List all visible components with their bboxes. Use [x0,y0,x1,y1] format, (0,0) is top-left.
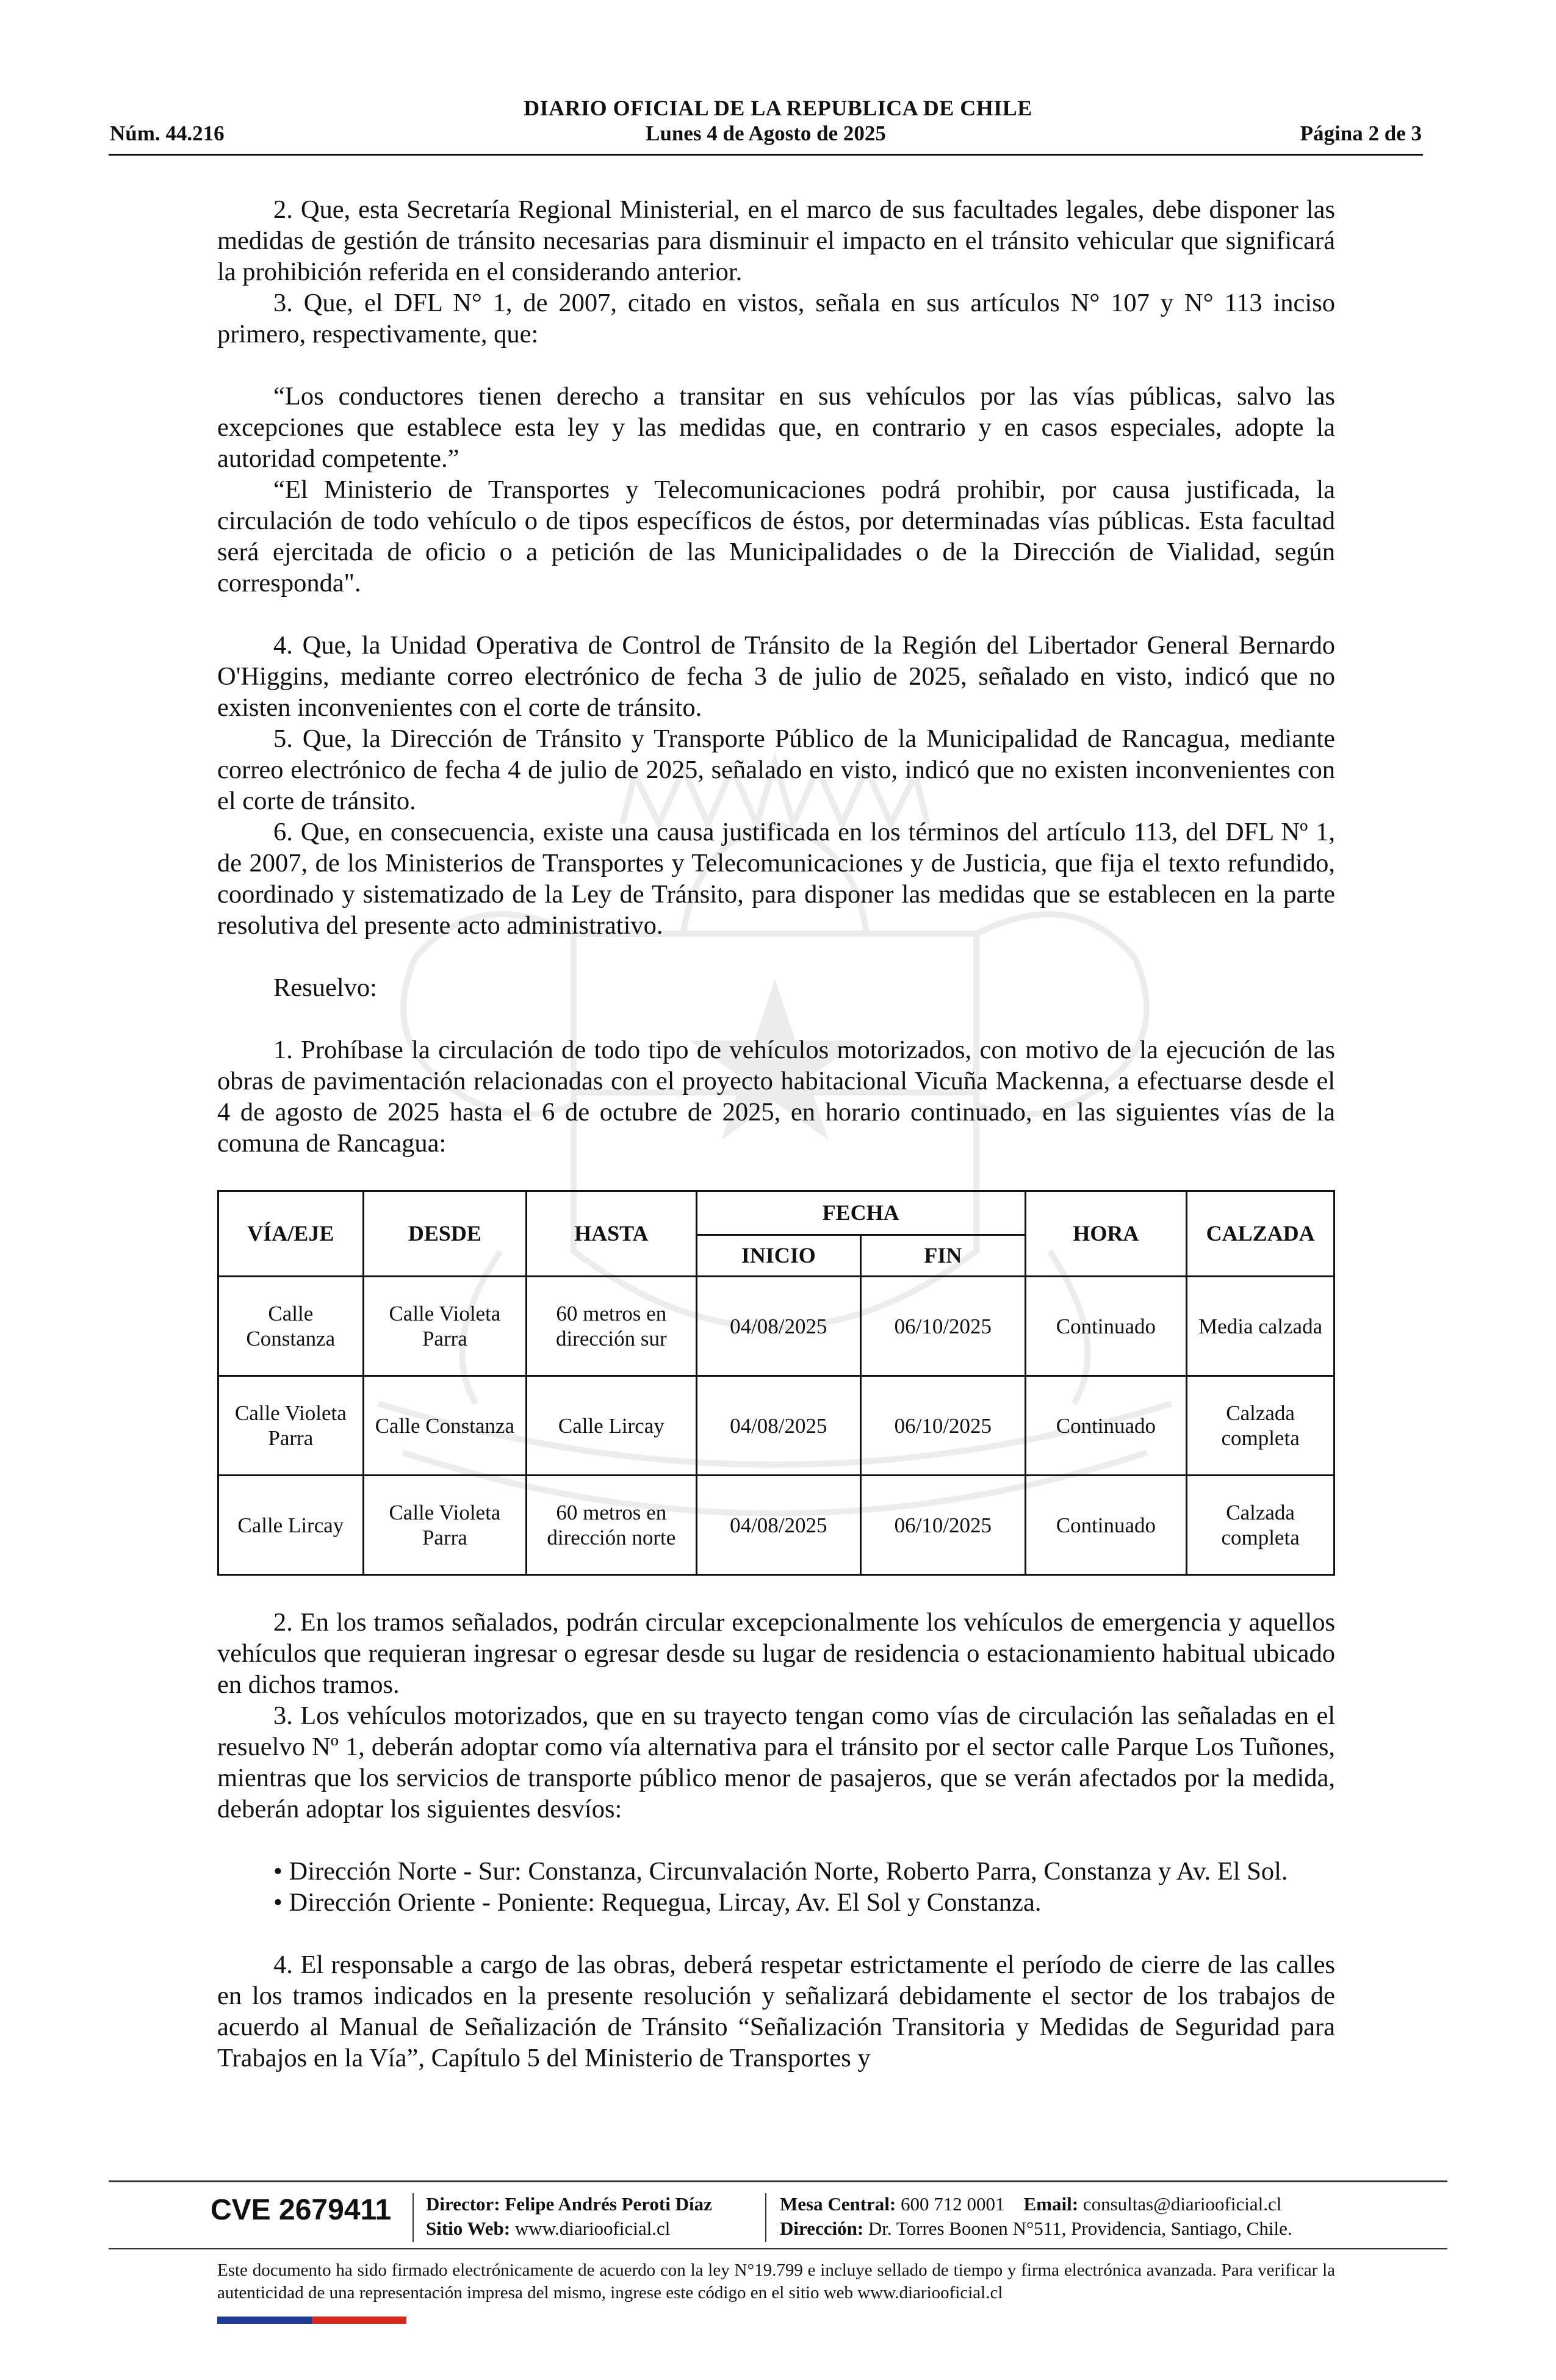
table-row [218,1376,1334,1476]
cell-desde: Calle Constanza [363,1376,527,1476]
header-fecha: FECHA [696,1191,1025,1235]
cell-inicio: 04/08/2025 [696,1376,861,1476]
cell-fin: 06/10/2025 [861,1376,1026,1476]
resolution-item: 2. En los tramos señalados, podrán circular excepcionalmente los vehículos de emergencia y aquellos vehículos que requieran ingresar o egresar desde su lugar de residencia o estacionamiento habitual ubicado en dichos tramos. [217,1608,1335,1699]
flag-blue-segment [217,2317,312,2324]
address-label: Dirección: [780,2218,864,2239]
cell-fin: 06/10/2025 [861,1476,1026,1575]
publication-title: DIARIO OFICIAL DE LA REPUBLICA DE CHILE [524,96,1032,120]
header-via: VÍA/EJE [218,1191,364,1277]
cell-calzada: Media calzada [1187,1277,1334,1376]
email-link[interactable]: consultas@diariooficial.cl [1082,2193,1282,2215]
header-hasta: HASTA [527,1191,696,1277]
web-link[interactable]: www.diariooficial.cl [514,2218,671,2239]
cell-hora: Continuado [1025,1277,1187,1376]
footer-director-block [426,2192,712,2241]
footer-divider-bottom [109,2248,1447,2249]
cell-hasta: 60 metros en dirección sur [527,1277,696,1376]
table-row [218,1476,1334,1575]
header-fin: FIN [861,1235,1026,1277]
resolution-item: 3. Los vehículos motorizados, que en su trayecto tengan como vías de circulación las señaladas en el resuelvo Nº 1, deberán adoptar como vía alternativa para el tránsito por el sector calle Parque Los Tuñones, mientras que los servicios de transporte público menor de pasajeros, que se verán afectados por la medida, deberán adoptar los siguientes desvíos: [217,1701,1335,1823]
cell-via: Calle Constanza [218,1277,364,1376]
table-row [218,1277,1334,1376]
director-name: Felipe Andrés Peroti Díaz [505,2193,712,2215]
cell-via: Calle Lircay [218,1476,364,1575]
paragraph: 2. Que, esta Secretaría Regional Ministerial, en el marco de sus facultades legales, debe disponer las medidas de gestión de tránsito necesarias para disminuir el impacto en el tránsito vehicular que significará la prohibición referida en el considerando anterior. [217,195,1335,286]
header-row [110,121,1422,150]
header-calzada: CALZADA [1187,1191,1334,1277]
resolution-item: 1. Prohíbase la circulación de todo tipo de vehículos motorizados, con motivo de la ejecución de las obras de pavimentación relacionadas con el proyecto habitacional Vicuña Mackenna, a efectuarse desde el 4 de agosto de 2025 hasta el 6 de octubre de 2025, en horario continuado, en las siguientes vías de la comuna de Rancagua: [217,1036,1335,1158]
paragraph: 5. Que, la Dirección de Tránsito y Transporte Público de la Municipalidad de Rancagua, mediante correo electrónico de fecha 4 de julio de 2025, señalado en visto, indicó que no existen inconvenientes con el corte de tránsito. [217,724,1335,815]
cve-code: CVE 2679411 [211,2194,392,2226]
resuelvo-heading: Resuelvo: [273,973,377,1002]
resolution-item: 4. El responsable a cargo de las obras, deberá respetar estrictamente el período de cierre de las calles en los tramos indicados en la presente resolución y señalizará debidamente el sector de los trabajos de acuerdo al Manual de Señalización de Tránsito “Señalización Transitoria y Medidas de Seguridad para Trabajos en la Vía”, Capítulo 5 del Ministerio de Transportes y [217,1950,1335,2072]
issue-date: Lunes 4 de Agosto de 2025 [646,121,886,145]
cell-hasta: Calle Lircay [527,1376,696,1476]
flag-red-segment [312,2317,406,2324]
paragraph: 3. Que, el DFL N° 1, de 2007, citado en vistos, señala en sus artículos N° 107 y N° 113 inciso primero, respectivamente, que: [217,289,1335,348]
page-number: Página 2 de 3 [1300,121,1422,145]
cell-hora: Continuado [1025,1476,1187,1575]
cell-hasta: 60 metros en dirección norte [527,1476,696,1575]
footer-separator [765,2193,766,2242]
cell-calzada: Calzada completa [1187,1476,1334,1575]
cell-calzada: Calzada completa [1187,1376,1334,1476]
paragraph: 6. Que, en consecuencia, existe una causa justificada en los términos del artículo 113, del DFL Nº 1, de 2007, de los Ministerios de Transportes y Telecomunicaciones y de Justicia, que fija el texto refundido, coordinado y sistematizado de la Ley de Tránsito, para disponer las medidas que se establecen en la parte resolutiva del presente acto administrativo. [217,818,1335,940]
mesa-label: Mesa Central: [780,2193,896,2215]
cell-hora: Continuado [1025,1376,1187,1476]
header-desde: DESDE [363,1191,527,1277]
cell-desde: Calle Violeta Parra [363,1476,527,1575]
issue-number: Núm. 44.216 [110,121,225,145]
chile-flag-bar [217,2317,406,2324]
legal-notice: Este documento ha sido firmado electrónicamente de acuerdo con la ley N°19.799 e incluye sellado de tiempo y firma electrónica avanzada. Para verificar la autenticidad de una representación impresa del mismo, ingrese este código en el sitio web www.diariooficial.cl [217,2260,1335,2302]
detour-item: • Dirección Oriente - Poniente: Requegua, Lircay, Av. El Sol y Constanza. [273,1888,1042,1917]
closure-table-wrap [217,1190,1335,1576]
footer-separator [412,2193,414,2242]
closure-table [217,1190,1335,1576]
web-label: Sitio Web: [426,2218,511,2239]
header-divider [109,154,1423,156]
header-inicio: INICIO [696,1235,861,1277]
quote: “El Ministerio de Transportes y Telecomunicaciones podrá prohibir, por causa justificada, la circulación de todo vehículo o de tipos específicos de éstos, por determinadas vías públicas. Esta facultad será ejercitada de oficio o a petición de las Municipalidades o de la Dirección de Vialidad, según corresponda". [217,475,1335,597]
cell-inicio: 04/08/2025 [696,1476,861,1575]
cell-desde: Calle Violeta Parra [363,1277,527,1376]
address-value: Dr. Torres Boonen N°511, Providencia, Santiago, Chile. [868,2218,1292,2239]
header-hora: HORA [1025,1191,1187,1277]
director-label: Director: [426,2193,500,2215]
email-label: Email: [1023,2193,1079,2215]
mesa-phone: 600 712 0001 [901,2193,1005,2215]
quote: “Los conductores tienen derecho a transitar en sus vehículos por las vías públicas, salvo las excepciones que establece esta ley y las medidas que, en contrario y en casos especiales, adopte la autoridad competente.” [217,382,1335,473]
paragraph: 4. Que, la Unidad Operativa de Control de Tránsito de la Región del Libertador General Bernardo O'Higgins, mediante correo electrónico de fecha 3 de julio de 2025, señalado en visto, indicó que no existen inconvenientes con el corte de tránsito. [217,631,1335,722]
cell-fin: 06/10/2025 [861,1277,1026,1376]
cell-inicio: 04/08/2025 [696,1277,861,1376]
cell-via: Calle Violeta Parra [218,1376,364,1476]
footer-contact-block [780,2192,1292,2241]
detour-item: • Dirección Norte - Sur: Constanza, Circunvalación Norte, Roberto Parra, Constanza y Av. El Sol. [273,1857,1288,1886]
footer-divider-top [109,2180,1447,2182]
document-body [217,194,1335,2074]
